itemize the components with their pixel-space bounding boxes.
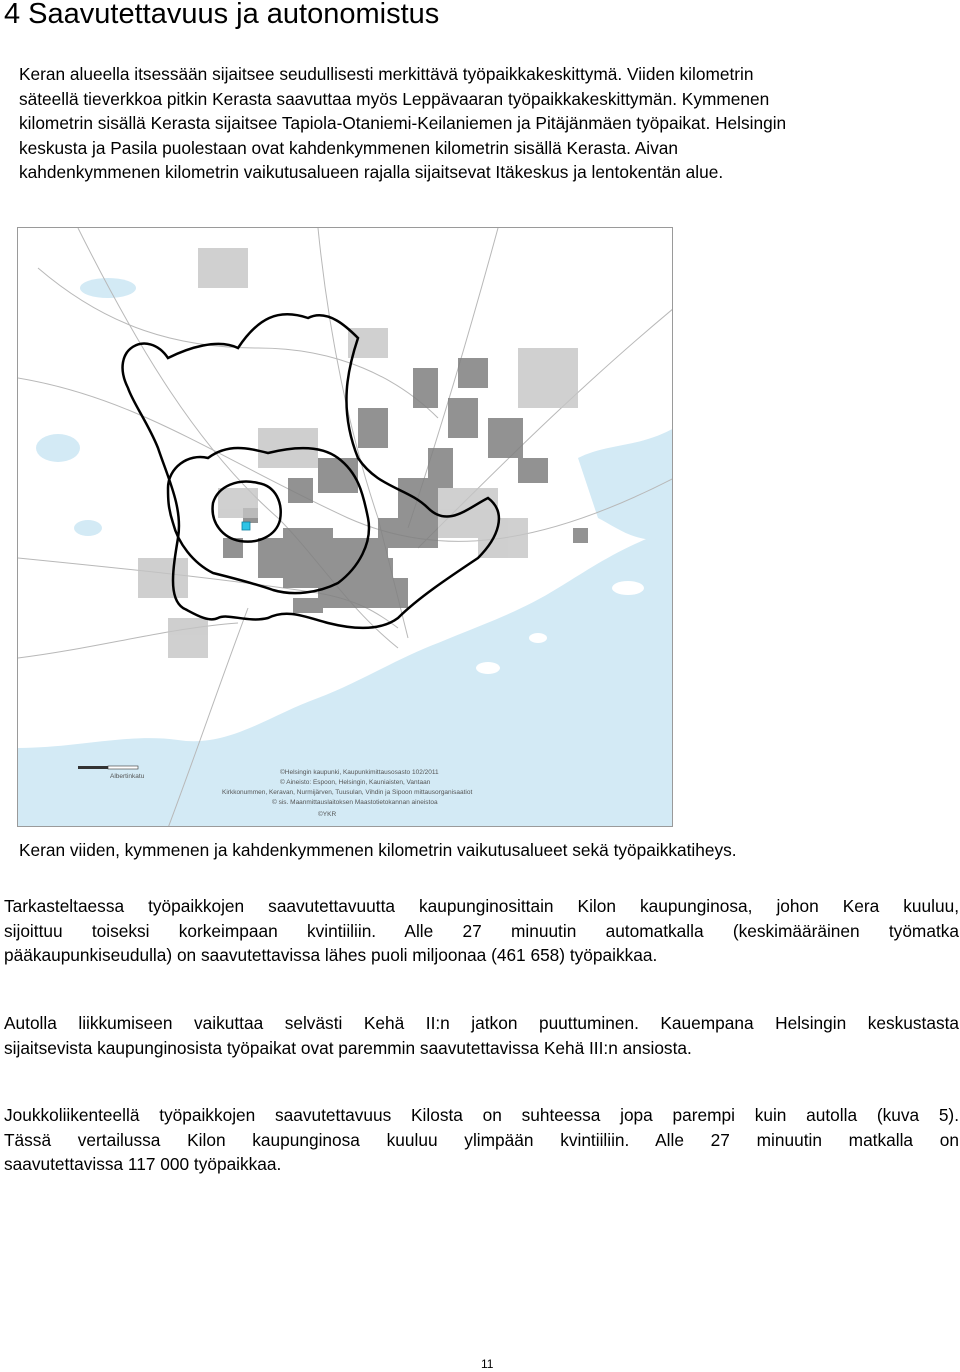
lake: [36, 434, 80, 462]
lake: [80, 278, 136, 298]
attribution-line: ©Helsingin kaupunki, Kaupunkimittausosasto 102/2011: [280, 769, 439, 776]
body-line: Autolla liikkumiseen vaikuttaa selvästi Kehä II:n jatkon puuttuminen. Kauempana Helsingin keskustasta: [4, 1013, 959, 1033]
body-paragraph-3: [4, 1103, 959, 1177]
lake: [74, 520, 102, 536]
intro-line: Keran alueella itsessään sijaitsee seudullisesti merkittävä työpaikkakeskittymä. Viiden kilometrin: [19, 64, 754, 84]
island: [529, 633, 547, 643]
body-line: Joukkoliikenteellä työpaikkojen saavutettavuus Kilosta on suhteessa jopa parempi kuin autolla (kuva 5).: [4, 1105, 959, 1125]
body-line: Tarkasteltaessa työpaikkojen saavutettavuutta kaupunginosittain Kilon kaupunginosa, johon Kera kuuluu,: [4, 896, 959, 916]
island: [476, 662, 500, 674]
map-place-label: Albertinkatu: [110, 773, 145, 780]
body-paragraph-2: [4, 1011, 959, 1060]
accessibility-map: [17, 227, 673, 827]
page-number: 11: [481, 1357, 494, 1371]
section-heading: 4 Saavutettavuus ja autonomistus: [4, 0, 440, 30]
attribution-line: Kirkkonummen, Keravan, Nurmijärven, Tuusulan, Vihdin ja Sipoon mittausorganisaatiot: [222, 789, 473, 796]
body-line: saavutettavissa 117 000 työpaikkaa.: [4, 1154, 282, 1174]
intro-line: keskusta ja Pasila puolestaan ovat kahdenkymmenen kilometrin sisällä Kerasta. Aivan: [19, 137, 678, 158]
intro-line: säteellä tieverkkoa pitkin Kerasta saavuttaa myös Leppävaaran työpaikkakeskittymän. Kymmenen: [19, 88, 770, 109]
attribution-line: © sis. Maanmittauslaitoksen Maastotietokannan aineistoa: [272, 799, 438, 806]
figure-caption: Keran viiden, kymmenen ja kahdenkymmenen kilometrin vaikutusalueet sekä työpaikkatiheys.: [19, 840, 737, 860]
attribution-line: ©YKR: [318, 811, 337, 818]
island: [612, 581, 644, 595]
kera-origin-marker: [242, 522, 250, 530]
body-paragraph-1: [4, 894, 959, 968]
map-graphic: [18, 228, 673, 827]
body-line: sijaitsevista kaupunginosista työpaikat ovat paremmin saavutettavissa Kehä III:n ansiosta.: [4, 1037, 692, 1058]
body-line: sijoittuu toiseksi korkeimpaan kvintiiliin. Alle 27 minuutin automatkalla (keskimääräinen työmatka: [4, 920, 959, 941]
body-line: Tässä vertailussa Kilon kaupunginosa kuuluu ylimpään kvintiiliin. Alle 27 minuutin matkalla on: [4, 1129, 959, 1150]
scale-bar: [78, 766, 138, 769]
intro-line: kilometrin sisällä Kerasta sijaitsee Tapiola-Otaniemi-Keilaniemen ja Pitäjänmäen työpaikat. Helsingin: [19, 113, 787, 133]
sea-area-east: [578, 428, 673, 540]
body-line: pääkaupunkiseudulla) on saavutettavissa lähes puoli miljoonaa (461 658) työpaikkaa.: [4, 945, 658, 965]
intro-paragraph: [19, 62, 944, 185]
attribution-line: © Aineisto: Espoon, Helsingin, Kauniaisten, Vantaan: [280, 779, 431, 786]
intro-line: kahdenkymmenen kilometrin vaikutusalueen rajalla sijaitsevat Itäkeskus ja lentokentän alue.: [19, 162, 724, 182]
